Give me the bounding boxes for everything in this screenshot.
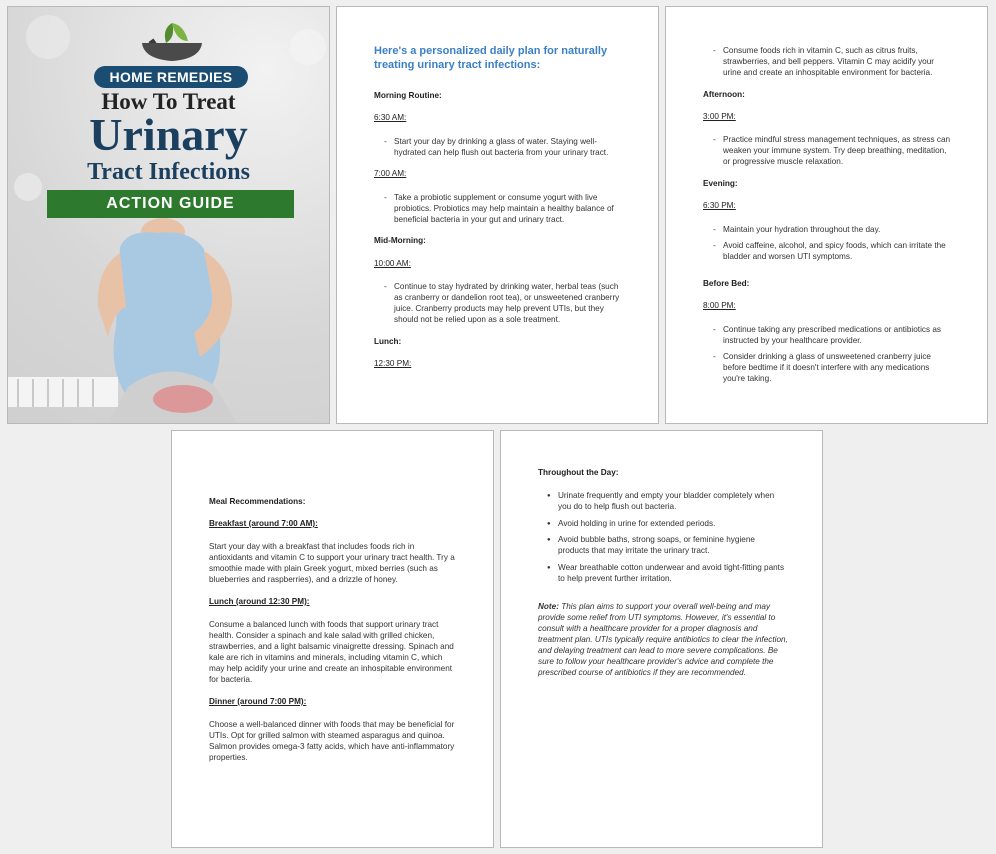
- page-meal-recommendations[interactable]: [171, 430, 494, 848]
- bullet-item: - Practice mindful stress management techniques, as stress can weaken your immune system. Try deep breathing, meditation, or progressive muscle relaxation.: [723, 134, 953, 167]
- time-label: 10:00 AM:: [374, 259, 411, 268]
- bullet-item: ● Avoid holding in urine for extended periods.: [558, 518, 788, 529]
- bullet-item: - Consume foods rich in vitamin C, such as citrus fruits, strawberries, and bell peppers. Vitamin C may acidify your urine and create an inhospitable environment for bacteria.: [723, 45, 953, 78]
- time-label: 6:30 AM:: [374, 113, 407, 122]
- dinner-text: Choose a well-balanced dinner with foods that may be beneficial for UTIs. Opt for grilled salmon with steamed asparagus and quinoa. Salmon provides omega-3 fatty acids, which have anti-inflammatory properties.: [209, 720, 455, 762]
- page-daily-plan-1[interactable]: [336, 6, 659, 424]
- cover-title-line1: How To Treat: [101, 89, 236, 114]
- time-label: 3:00 PM:: [703, 112, 736, 121]
- note-text: This plan aims to support your overall well-being and may provide some relief from UTI symptoms. However, it's essential to consult with a healthcare provider for a proper diagnosis and treatment plan. UTIs typically require antibiotics to clear the infection, and delaying treatment can lead to more severe complications. Be sure to follow your healthcare provider's advice and complete the prescribed course of antibiotics if they are recommended.: [538, 602, 788, 677]
- morning-routine-label: Morning Routine:: [374, 91, 442, 100]
- bullet-item: ● Avoid bubble baths, strong soaps, or feminine hygiene products that may irritate the urinary tract.: [558, 534, 788, 556]
- cover-badge: HOME REMEDIES: [94, 66, 248, 88]
- time-label: 6:30 PM:: [703, 201, 736, 210]
- afternoon-label: Afternoon:: [703, 90, 745, 99]
- bullet-item: - Start your day by drinking a glass of water. Staying well-hydrated can help flush out bacteria from your urinary tract.: [394, 136, 624, 158]
- breakfast-text: Start your day with a breakfast that includes foods rich in antioxidants and vitamin C to support your urinary tract health. Try a smoothie made with plain Greek yogurt, mixed berries (such as blueberries and raspberries), and a drizzle of honey.: [209, 542, 455, 584]
- breakfast-label: Breakfast (around 7:00 AM):: [209, 519, 318, 528]
- bullet-item: - Avoid caffeine, alcohol, and spicy foods, which can irritate the bladder and worsen UTI symptoms.: [723, 240, 953, 262]
- bullet-item: - Maintain your hydration throughout the day.: [723, 224, 953, 235]
- lunch-label: Lunch:: [374, 337, 402, 346]
- mortar-pestle-icon: [138, 19, 208, 63]
- mid-morning-label: Mid-Morning:: [374, 236, 426, 245]
- plan-heading: Here's a personalized daily plan for naturally treating urinary tract infections:: [374, 45, 608, 71]
- throughout-day-heading: Throughout the Day:: [538, 468, 619, 477]
- lunch-label: Lunch (around 12:30 PM):: [209, 597, 310, 606]
- time-label: 8:00 PM:: [703, 301, 736, 310]
- note-block: [538, 601, 788, 678]
- bullet-item: - Take a probiotic supplement or consume yogurt with live probiotics. Probiotics may help maintain a healthy balance of beneficial bacteria in your gut and urinary tract.: [394, 192, 624, 225]
- cover-title-line3: Tract Infections: [87, 159, 250, 185]
- page-throughout-day[interactable]: [500, 430, 823, 848]
- cover-action-bar: ACTION GUIDE: [47, 190, 294, 218]
- cover-title-line2: Urinary: [89, 109, 248, 160]
- bullet-item: - Continue taking any prescribed medications or antibiotics as instructed by your healthcare provider.: [723, 324, 953, 346]
- page-daily-plan-2[interactable]: [665, 6, 988, 424]
- bullet-item: - Consider drinking a glass of unsweetened cranberry juice before bedtime if it doesn't interfere with any medications you're taking.: [723, 351, 953, 384]
- dinner-label: Dinner (around 7:00 PM):: [209, 697, 307, 706]
- meal-heading: Meal Recommendations:: [209, 497, 306, 506]
- time-label: 7:00 AM:: [374, 169, 407, 178]
- cover-page[interactable]: [7, 6, 330, 424]
- bullet-item: - Continue to stay hydrated by drinking water, herbal teas (such as cranberry or dandelion root tea), or unsweetened cranberry juice. Cranberry products may help prevent UTIs, but they should not be relied upon as a sole treatment.: [394, 281, 624, 325]
- lunch-text: Consume a balanced lunch with foods that support urinary tract health. Consider a spinach and kale salad with grilled chicken, strawberries, and a light balsamic vinaigrette dressing. Spinach and kale are rich in vitamins and minerals, including vitamin C, which may help acidify your urine and create an inhospitable environment for bacteria.: [209, 620, 454, 684]
- evening-label: Evening:: [703, 179, 738, 188]
- note-label: Note:: [538, 602, 559, 611]
- bullet-item: ● Wear breathable cotton underwear and avoid tight-fitting pants to help prevent further irritation.: [558, 562, 788, 584]
- time-label: 12:30 PM:: [374, 359, 412, 368]
- before-bed-label: Before Bed:: [703, 279, 750, 288]
- bullet-item: ● Urinate frequently and empty your bladder completely when you do to help flush out bacteria.: [558, 490, 788, 512]
